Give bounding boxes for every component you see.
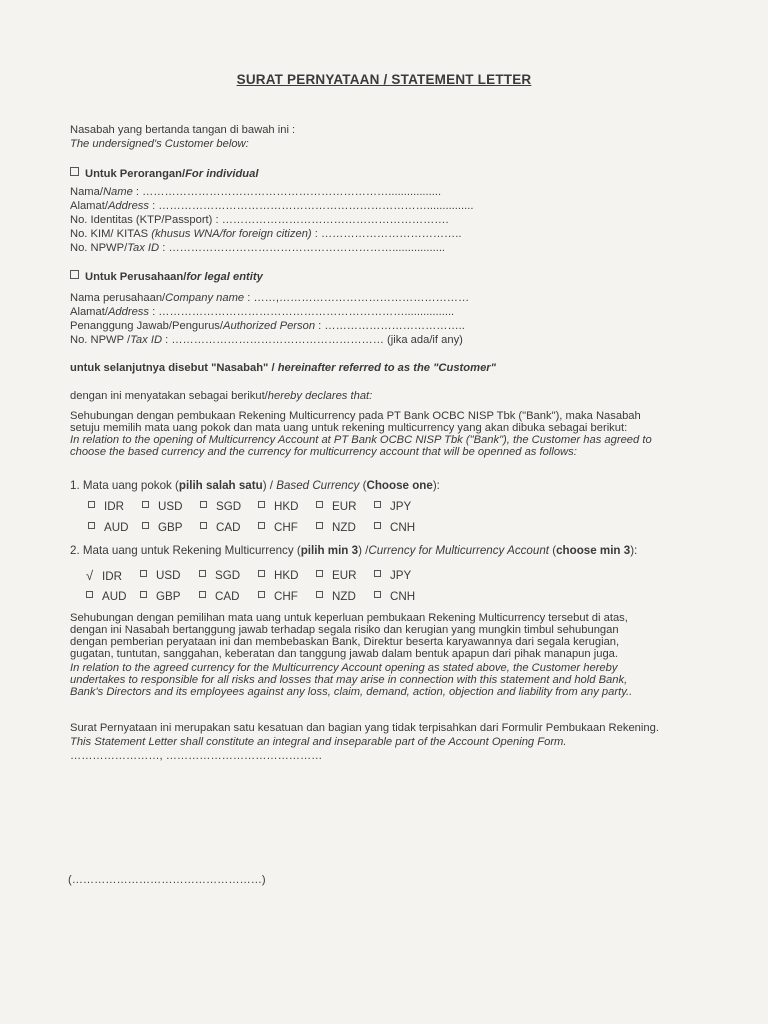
checkbox-icon: [374, 591, 381, 598]
checkbox-icon: [86, 591, 93, 598]
checkbox-icon: [200, 501, 207, 508]
individual-address-field: Alamat/Address : ………………………………………………………………...............: [70, 200, 474, 212]
q2-option-sgd[interactable]: SGD: [199, 569, 240, 582]
q1-option-aud[interactable]: AUD: [88, 521, 128, 534]
para3-en: This Statement Letter shall constitute an integral and inseparable part of the Account Opening Form.: [70, 736, 567, 748]
individual-heading: Untuk Perorangan/For individual: [70, 167, 258, 181]
checkbox-icon: [374, 501, 381, 508]
q1-option-usd[interactable]: USD: [142, 500, 182, 513]
q2-option-cnh[interactable]: CNH: [374, 590, 415, 603]
document-title: SURAT PERNYATAAN / STATEMENT LETTER: [236, 72, 532, 87]
hereinafter-line: untuk selanjutnya disebut "Nasabah" / hereinafter referred to as the "Customer": [70, 362, 496, 374]
checkbox-icon: [140, 591, 147, 598]
checkbox-icon: [142, 522, 149, 529]
q2-option-cad[interactable]: CAD: [199, 590, 239, 603]
para2-id-line3: dengan pemberian peryataan ini dan membebaskan Bank, Direktur beserta karyawannya dari segala kerugian,: [70, 636, 620, 648]
company-npwp-field: No. NPWP /Tax ID : ………………………………………………… (jika ada/if any): [70, 334, 463, 346]
q2-option-chf[interactable]: CHF: [258, 590, 298, 603]
checkbox-icon: [200, 522, 207, 529]
declare-line: dengan ini menyatakan sebagai berikut/hereby declares that:: [70, 390, 373, 402]
q2-option-jpy[interactable]: JPY: [374, 569, 411, 582]
para1-id-line2: setuju memilih mata uang pokok dan mata uang untuk rekening multicurrency yang akan dibuka sebagai berikut:: [70, 422, 628, 434]
para1-en-line2: choose the based currency and the currency for multicurrency account that will be openned as follows:: [70, 446, 577, 458]
checkbox-icon: [374, 570, 381, 577]
intro-line-id: Nasabah yang bertanda tangan di bawah ini :: [70, 124, 296, 136]
checkbox-icon: [142, 501, 149, 508]
q1-option-gbp[interactable]: GBP: [142, 521, 182, 534]
q1-option-cad[interactable]: CAD: [200, 521, 240, 534]
q2-option-aud[interactable]: AUD: [86, 590, 126, 603]
q2-option-gbp[interactable]: GBP: [140, 590, 180, 603]
company-person-field: Penanggung Jawab/Pengurus/Authorized Person : ………………………………..: [70, 320, 465, 332]
checkbox-icon: [88, 522, 95, 529]
q1-option-hkd[interactable]: HKD: [258, 500, 298, 513]
checkbox-icon: [258, 570, 265, 577]
company-checkbox[interactable]: [70, 270, 79, 279]
checkmark-icon: √: [86, 568, 94, 583]
q2-option-hkd[interactable]: HKD: [258, 569, 298, 582]
individual-kitas-field: No. KIM/ KITAS (khusus WNA/for foreign citizen) : ………………………………..: [70, 228, 462, 240]
q1-option-cnh[interactable]: CNH: [374, 521, 415, 534]
q2-option-nzd[interactable]: NZD: [316, 590, 356, 603]
para1-en-line1: In relation to the opening of Multicurrency Account at PT Bank OCBC NISP Tbk ("Bank"), the Customer has agreed to: [70, 434, 652, 446]
q1-option-jpy[interactable]: JPY: [374, 500, 411, 513]
checkbox-icon: [88, 501, 95, 508]
individual-npwp-field: No. NPWP/Tax ID : …………………………………………………….................: [70, 242, 446, 254]
signature-line: (……………………………………………): [68, 874, 266, 886]
q2-option-idr[interactable]: √ IDR: [86, 568, 122, 583]
para2-id-line4: gugatan, tuntutan, sanggahan, keberatan dan tanggung jawab dalam bentuk apapun dari pihak manapun juga.: [70, 648, 618, 660]
company-name-field: Nama perusahaan/Company name : ……,……………………………………………: [70, 292, 470, 304]
para2-id-line1: Sehubungan dengan pemilihan mata uang untuk keperluan pembukaan Rekening Multicurrency tersebut di atas,: [70, 612, 628, 624]
intro-line-en: The undersigned's Customer below:: [70, 138, 249, 150]
q1-option-chf[interactable]: CHF: [258, 521, 298, 534]
q1-option-sgd[interactable]: SGD: [200, 500, 241, 513]
checkbox-icon: [258, 591, 265, 598]
checkbox-icon: [199, 591, 206, 598]
q1-heading: 1. Mata uang pokok (pilih salah satu) / Based Currency (Choose one):: [70, 479, 440, 492]
checkbox-icon: [258, 522, 265, 529]
q1-option-eur[interactable]: EUR: [316, 500, 356, 513]
checkbox-icon: [140, 570, 147, 577]
para2-en-line3: Bank's Directors and its employees against any loss, claim, demand, action, objection and liability from any party..: [70, 686, 633, 698]
para2-en-line2: undertakes to responsible for all risks and losses that may arise in connection with this statement and hold Bank,: [70, 674, 628, 686]
checkbox-icon: [316, 501, 323, 508]
individual-name-field: Nama/Name : ………………………………………………………….................: [70, 186, 442, 198]
q1-option-nzd[interactable]: NZD: [316, 521, 356, 534]
checkbox-icon: [199, 570, 206, 577]
checkbox-icon: [316, 591, 323, 598]
place-date-line: ……………………, ……………………………………: [70, 750, 323, 762]
checkbox-icon: [316, 570, 323, 577]
checkbox-icon: [316, 522, 323, 529]
para3-id: Surat Pernyataan ini merupakan satu kesatuan dan bagian yang tidak terpisahkan dari Formulir Pembukaan Rekening.: [70, 722, 659, 734]
checkbox-icon: [374, 522, 381, 529]
individual-id-field: No. Identitas (KTP/Passport) : …………………………………………………….: [70, 214, 449, 226]
para1-id-line1: Sehubungan dengan pembukaan Rekening Multicurrency pada PT Bank OCBC NISP Tbk ("Bank"), maka Nasabah: [70, 410, 641, 422]
para2-id-line2: dengan ini Nasabah bertanggung jawab terhadap segala risiko dan kerugian yang mungkin timbul sehubungan: [70, 624, 619, 636]
q2-option-eur[interactable]: EUR: [316, 569, 356, 582]
q1-option-idr[interactable]: IDR: [88, 500, 124, 513]
q2-option-usd[interactable]: USD: [140, 569, 180, 582]
company-heading: Untuk Perusahaan/for legal entity: [70, 270, 263, 284]
company-address-field: Alamat/Address : …………………………………………………………................: [70, 306, 455, 318]
q2-heading: 2. Mata uang untuk Rekening Multicurrency (pilih min 3) /Currency for Multicurrency Account (choose min 3):: [70, 544, 638, 557]
para2-en-line1: In relation to the agreed currency for the Multicurrency Account opening as stated above, the Customer hereby: [70, 662, 618, 674]
individual-checkbox[interactable]: [70, 167, 79, 176]
checkbox-icon: [258, 501, 265, 508]
